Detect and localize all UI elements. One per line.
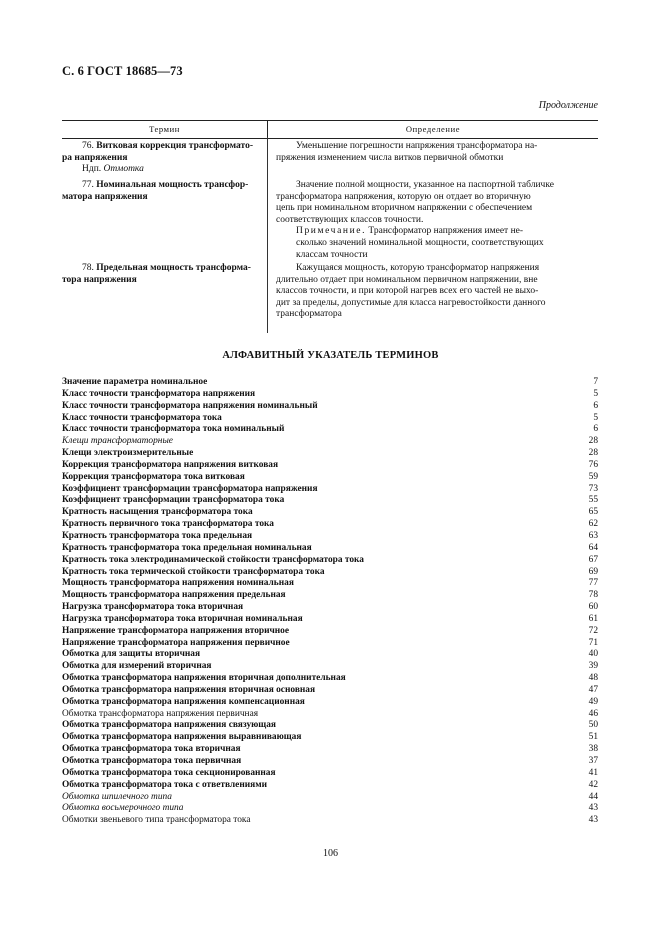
definition-line: трансформатора [276, 309, 342, 320]
index-term: Обмотка трансформатора напряжения выравнивающая [62, 732, 302, 743]
definition-line: длительно отдает при номинальном первичном напряжении, вне [276, 274, 538, 285]
index-row [62, 377, 598, 389]
index-term: Обмотки звеньевого типа трансформатора тока [62, 815, 251, 826]
index-row [62, 614, 598, 626]
definition-line: цепь при номинальном вторичном напряжении с обеспечением [276, 203, 533, 214]
index-term: Напряжение трансформатора напряжения вторичное [62, 625, 290, 636]
index-row [62, 567, 598, 579]
index-term-number: 77 [588, 578, 598, 589]
index-term: Обмотка шпилечного типа [62, 791, 172, 802]
index-term: Обмотка трансформатора напряжения вторичная основная [62, 684, 316, 695]
continuation-label: Продолжение [538, 100, 598, 111]
index-term-number: 50 [588, 720, 598, 731]
index-row [62, 436, 598, 448]
index-term-number: 6 [593, 424, 598, 435]
index-row [62, 697, 598, 709]
index-term: Коррекция трансформатора напряжения витковая [62, 459, 279, 470]
index-term-number: 59 [588, 471, 598, 482]
index-term: Клещи трансформаторные [62, 436, 173, 447]
index-term: Обмотка трансформатора тока первичная [62, 756, 242, 766]
index-term-number: 49 [588, 696, 598, 707]
index-row [62, 543, 598, 555]
index-term: Кратность трансформатора тока предельная [62, 530, 253, 541]
index-term-number: 43 [588, 803, 598, 814]
index-term: Обмотка трансформатора напряжения компенсационная [62, 696, 305, 707]
definition-line: Значение полной мощности, указанное на паспортной табличке [296, 180, 554, 190]
index-term-number: 65 [588, 507, 598, 518]
index-term: Кратность тока электродинамической стойкости трансформатора тока [62, 554, 364, 565]
index-list [62, 377, 598, 827]
index-row [62, 519, 598, 531]
index-term: Кратность трансформатора тока предельная номинальная [62, 542, 312, 553]
definition-line: Уменьшение погрешности напряжения трансформатора на- [296, 141, 538, 151]
index-row [62, 756, 598, 768]
index-term: Нагрузка трансформатора тока вторичная [62, 602, 244, 613]
index-row [62, 578, 598, 590]
term-alt-prefix: Ндп. [82, 164, 102, 175]
term-76 [62, 141, 262, 176]
index-term: Кратность первичного тока трансформатора тока [62, 519, 274, 530]
index-term-number: 7 [593, 377, 598, 387]
index-term: Коэффициент трансформации трансформатора тока [62, 495, 285, 506]
index-row [62, 792, 598, 804]
index-row [62, 768, 598, 780]
index-term-number: 55 [588, 495, 598, 506]
definition-line: Кажущаяся мощность, которую трансформатор напряжения [296, 263, 540, 273]
index-term: Значение параметра номинальное [62, 377, 208, 387]
index-term-number: 71 [588, 637, 598, 648]
note-text: Трансформатор напряжения имеет не- [368, 226, 524, 237]
term-77 [62, 180, 262, 203]
index-row [62, 448, 598, 460]
index-row [62, 815, 598, 827]
index-term-number: 43 [588, 815, 598, 826]
note-label: Примечание. [296, 226, 367, 237]
index-row [62, 685, 598, 697]
index-term: Обмотка трансформатора напряжения связующая [62, 720, 276, 731]
index-term: Нагрузка трансформатора тока вторичная номинальная [62, 613, 303, 624]
index-term-number: 63 [588, 530, 598, 541]
index-row [62, 460, 598, 472]
index-term: Напряжение трансформатора напряжения первичное [62, 637, 290, 648]
term-title: Предельная мощность трансформа- [96, 263, 251, 273]
index-term-number: 76 [588, 459, 598, 470]
index-term: Мощность трансформатора напряжения номинальная [62, 578, 294, 589]
index-row [62, 780, 598, 792]
index-row [62, 531, 598, 543]
index-row [62, 661, 598, 673]
index-term-number: 5 [593, 388, 598, 399]
index-term-number: 69 [588, 566, 598, 577]
index-term: Класс точности трансформатора тока номинальный [62, 424, 285, 435]
index-term-number: 5 [593, 412, 598, 423]
term-title: Номинальная мощность трансфор- [96, 180, 249, 190]
index-term-number: 42 [588, 779, 598, 790]
term-alt: Отмотка [103, 164, 144, 175]
index-term: Мощность трансформатора напряжения предельная [62, 590, 286, 601]
definition-line: дит за пределы, допустимые для класса нагревостойкости данного [276, 297, 546, 308]
index-term-number: 51 [588, 732, 598, 743]
index-term: Обмотка трансформатора тока секционированная [62, 767, 276, 778]
index-term: Кратность тока термической стойкости трансформатора тока [62, 566, 325, 577]
index-row [62, 626, 598, 638]
index-term: Класс точности трансформатора тока [62, 412, 222, 423]
index-term-number: 37 [588, 756, 598, 766]
table-vertical-divider [267, 137, 268, 333]
index-term-number: 28 [588, 436, 598, 447]
index-term-number: 28 [588, 448, 598, 459]
index-row [62, 401, 598, 413]
note-line: сколько значений номинальной мощности, соответствующих [296, 237, 544, 248]
index-row [62, 389, 598, 401]
index-term-number: 46 [588, 708, 598, 719]
index-row [62, 424, 598, 436]
index-term-number: 38 [588, 744, 598, 755]
index-term: Обмотка для измерений вторичная [62, 661, 212, 672]
index-row [62, 649, 598, 661]
index-term: Класс точности трансформатора напряжения [62, 388, 256, 399]
index-title: АЛФАВИТНЫЙ УКАЗАТЕЛЬ ТЕРМИНОВ [222, 350, 439, 361]
definition-77 [276, 180, 598, 261]
index-row [62, 744, 598, 756]
term-title: Витковая коррекция трансформато- [96, 141, 254, 151]
index-term-number: 6 [593, 400, 598, 411]
index-term: Обмотка восьмерочного типа [62, 803, 184, 814]
definition-line: трансформатора напряжения, которую он отдает во вторичную [276, 191, 531, 202]
index-row [62, 495, 598, 507]
index-term: Обмотка трансформатора напряжения вторичная дополнительная [62, 673, 346, 684]
index-term: Класс точности трансформатора напряжения номинальный [62, 400, 318, 411]
index-term-number: 40 [588, 649, 598, 660]
index-term-number: 41 [588, 767, 598, 778]
index-term-number: 73 [588, 483, 598, 494]
definition-78 [276, 263, 598, 321]
term-number: 76. [82, 141, 94, 151]
index-row [62, 472, 598, 484]
index-term-number: 47 [588, 684, 598, 695]
index-row [62, 590, 598, 602]
index-term-number: 61 [588, 613, 598, 624]
index-row [62, 638, 598, 650]
index-term: Коэффициент трансформации трансформатора напряжения [62, 483, 318, 494]
index-term: Обмотка трансформатора тока с ответвлениями [62, 779, 267, 790]
term-title-cont: ра напряжения [62, 152, 128, 163]
index-row [62, 732, 598, 744]
definition-76 [276, 141, 598, 164]
page-header: С. 6 ГОСТ 18685—73 [62, 64, 183, 78]
term-number: 78. [82, 263, 94, 273]
index-term-number: 48 [588, 673, 598, 684]
index-term: Кратность насыщения трансформатора тока [62, 507, 253, 518]
term-78 [62, 263, 262, 286]
index-term-number: 62 [588, 519, 598, 530]
table-header [62, 120, 598, 139]
index-term-number: 44 [588, 791, 598, 802]
index-term-number: 67 [588, 554, 598, 565]
index-term-number: 64 [588, 542, 598, 553]
index-term: Клещи электроизмерительные [62, 448, 194, 459]
index-row [62, 484, 598, 496]
index-row [62, 602, 598, 614]
index-row [62, 507, 598, 519]
index-term-number: 60 [588, 602, 598, 613]
index-row [62, 709, 598, 721]
index-term-number: 72 [588, 625, 598, 636]
term-number: 77. [82, 180, 94, 190]
index-term-number: 39 [588, 661, 598, 672]
index-row [62, 803, 598, 815]
definition-line: пряжения изменением числа витков первичной обмотки [276, 152, 504, 163]
term-title-cont: матора напряжения [62, 191, 148, 202]
index-row [62, 413, 598, 425]
column-header-term: Термин [149, 124, 180, 134]
index-term: Коррекция трансформатора тока витковая [62, 471, 245, 482]
definition-line: соответствующих классов точности. [276, 214, 424, 225]
index-row [62, 720, 598, 732]
column-header-definition: Определение [405, 124, 461, 134]
index-term: Обмотка трансформатора напряжения первичная [62, 708, 259, 719]
definition-line: классов точности, и при которой нагрев всех его частей не выхо- [276, 286, 539, 297]
index-term: Обмотка трансформатора тока вторичная [62, 744, 241, 755]
note-line: классам точности [296, 249, 368, 260]
index-row [62, 555, 598, 567]
index-row [62, 673, 598, 685]
term-title-cont: тора напряжения [62, 274, 137, 285]
index-term: Обмотка для защиты вторичная [62, 649, 201, 660]
index-term-number: 78 [588, 590, 598, 601]
page-number: 106 [323, 848, 338, 859]
